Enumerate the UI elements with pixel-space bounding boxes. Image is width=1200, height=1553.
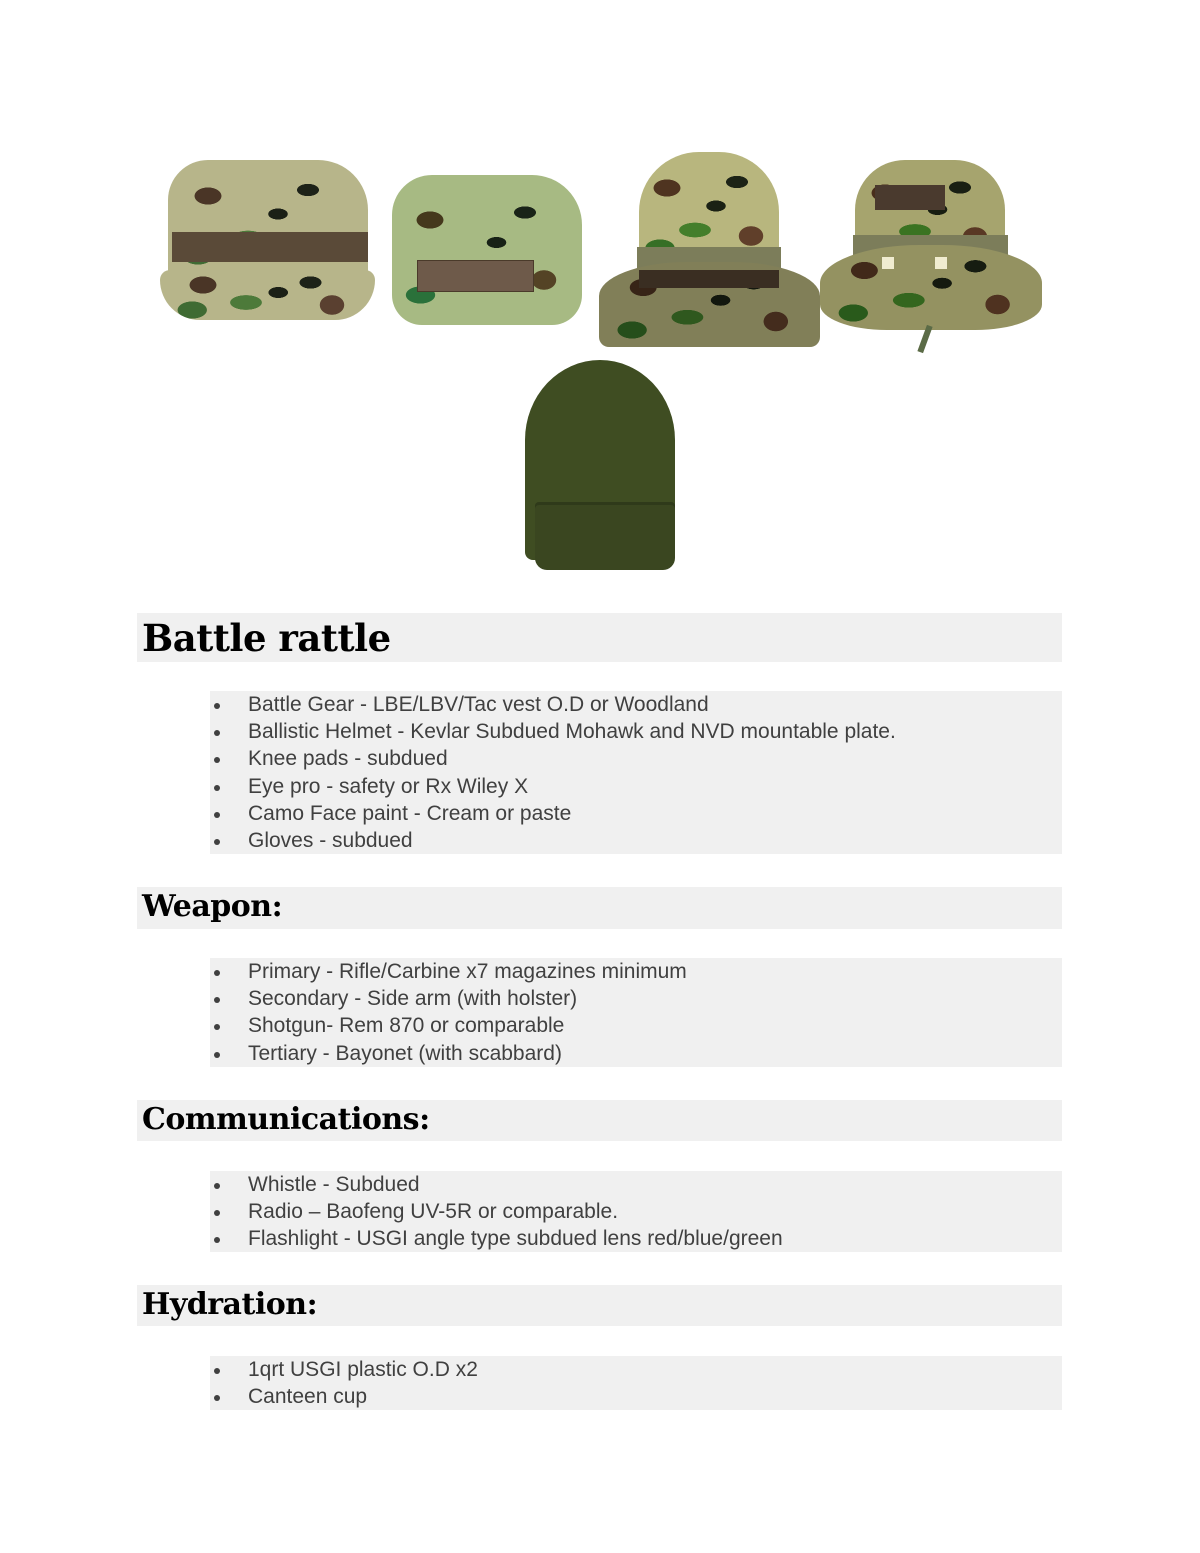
bullet-icon [214,757,220,763]
list-item: Primary - Rifle/Carbine x7 magazines minimum [210,958,1062,985]
list-item: Gloves - subdued [210,827,1062,854]
hydration-list [210,1356,1062,1410]
heading-hydration: Hydration: [142,1287,318,1322]
boonie-hat-side-image [599,152,820,347]
bullet-icon [214,1368,220,1374]
list-item: Shotgun- Rem 870 or comparable [210,1012,1062,1039]
patrol-cap-front-image [160,160,380,330]
bullet-icon [214,1210,220,1216]
weapon-list [210,958,1062,1067]
list-item: Whistle - Subdued [210,1171,1062,1198]
heading-weapon: Weapon: [142,889,283,924]
section-heading-battle-rattle [137,613,1062,662]
section-heading-hydration [137,1285,1062,1326]
hat-images [0,0,1200,600]
bullet-icon [214,1395,220,1401]
section-heading-weapon [137,887,1062,929]
bullet-icon [214,1052,220,1058]
bullet-icon [214,785,220,791]
list-item: Radio – Baofeng UV-5R or comparable. [210,1198,1062,1225]
bullet-icon [214,703,220,709]
battle-rattle-list [210,691,1062,854]
bullet-icon [214,812,220,818]
list-item: Secondary - Side arm (with holster) [210,985,1062,1012]
list-item: Knee pads - subdued [210,745,1062,772]
list-item: Eye pro - safety or Rx Wiley X [210,773,1062,800]
list-item: Battle Gear - LBE/LBV/Tac vest O.D or Woodland [210,691,1062,718]
communications-list [210,1171,1062,1252]
heading-battle-rattle: Battle rattle [142,616,391,660]
section-heading-communications [137,1100,1062,1141]
list-item: Ballistic Helmet - Kevlar Subdued Mohawk and NVD mountable plate. [210,718,1062,745]
bullet-icon [214,1183,220,1189]
watch-cap-image [525,360,675,575]
list-item: Camo Face paint - Cream or paste [210,800,1062,827]
boonie-hat-chinstrap-image [820,160,1042,355]
bullet-icon [214,970,220,976]
bullet-icon [214,1237,220,1243]
list-item: 1qrt USGI plastic O.D x2 [210,1356,1062,1383]
bullet-icon [214,1024,220,1030]
heading-communications: Communications: [142,1102,430,1137]
bullet-icon [214,730,220,736]
patrol-cap-back-image [392,175,582,330]
list-item: Flashlight - USGI angle type subdued lens red/blue/green [210,1225,1062,1252]
list-item: Tertiary - Bayonet (with scabbard) [210,1040,1062,1067]
bullet-icon [214,839,220,845]
bullet-icon [214,997,220,1003]
list-item: Canteen cup [210,1383,1062,1410]
